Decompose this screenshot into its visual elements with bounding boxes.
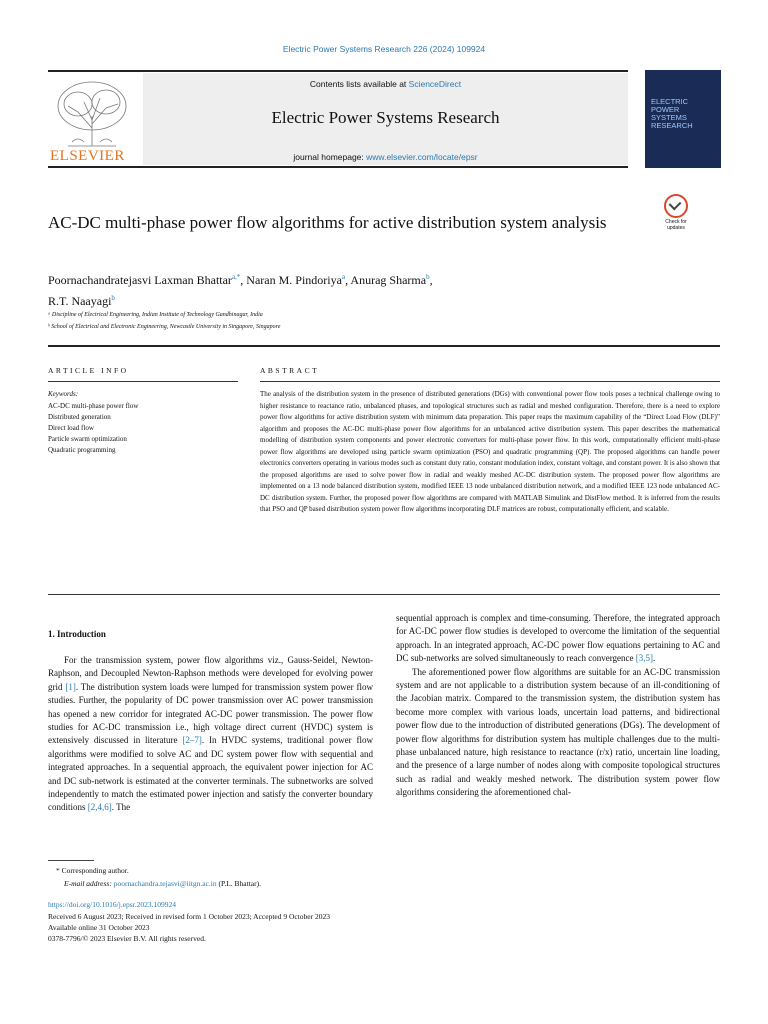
abstract-text: The analysis of the distribution system in the presence of distributed generations (DGs) with conventional power flow tools poses a technical challenge owing to higher resistance to reactance ratio, unbalanced phases, and topological structures such as radial and meshed configuration. Therefore, there is a need to explore power flow algorithms for active distribution system with minimum data preparation. This paper reaps the maximum capability of the “Direct Load Flow (DLF)” algorithm and proposes the AC-DC multi-phase power flow algorithms for an unbalanced active distribution system. This paper describes the mathematical modelling of distribution system components and power electronic converters for multi-phase power flow. In this work, computationally efficient multi-phase power flow algorithms are developed using particle swarm optimization (PSO) and quadratic programming (QP). The proposed algorithms can handle power electronics converters operating in various modes such as constant duty ratio, constant modulation index, constant voltage, and constant power. It is also shown that the proposed algorithms are used to solve power flow in radial and weakly meshed AC-DC distribution system. The proposed power flow algorithms are implemented on a 13 node balanced distribution system, modified IEEE 13 node unbalanced distribution network, and a modified IEEE 123 node unbalanced AC-DC distribution system. Further, the proposed power flow algorithms are compared with MATLAB Simulink and DistFlow method. It is inferred from the results that PSO and QP based distribution system power flow algorithms incorporating DLF matrices are robust, computationally efficient, and scalable. [260, 390, 720, 514]
body-column-left [48, 654, 373, 815]
journal-header [48, 70, 628, 168]
check-updates-icon [664, 194, 688, 218]
article-info-rule [48, 381, 238, 382]
contents-prefix: Contents lists available at [309, 79, 409, 89]
contents-line [143, 79, 628, 89]
publisher-wordmark: ELSEVIER [50, 148, 125, 164]
body-text: sequential approach is complex and time-consuming. Therefore, the integrated approach for AC-DC power flow studies is developed to overcome the limitation of the sequential approach. In an integrated approach, AC-DC power flow equations pertaining to AC and DC sub-networks are solved simultaneously to reach convergence [396, 613, 720, 664]
body-text: . In HVDC systems, traditional power flow algorithms were modified to solve AC and DC system power flow with sequential and integrated approaches. In a sequential approach, the equivalent power injection for AC and DC sub-network is estimated at the converter terminals. The subnetworks are solved independently to match the estimated power injection and satisfy the converter boundary conditions [48, 735, 373, 813]
author-affiliation-marker[interactable]: b [111, 294, 115, 302]
homepage-prefix: journal homepage: [293, 152, 367, 162]
copyright-line: 0378-7796/© 2023 Elsevier B.V. All rights reserved. [48, 934, 206, 943]
body-text: . [653, 653, 656, 664]
email-note [48, 878, 664, 889]
introduction-heading: 1. Introduction [48, 629, 106, 639]
check-updates-label: updates [667, 224, 685, 231]
journal-title: Electric Power Systems Research [271, 108, 500, 127]
keyword: Distributed generation [48, 413, 111, 421]
keyword: Quadratic programming [48, 446, 116, 454]
intro-paragraph: The aforementioned power flow algorithms are suitable for an AC-DC transmission system and are not applicable to a distribution system because of an ill-conditioning of the Jacobian matrix. Compared to the transmission system, the distribution system has become more complex with various loads, uncertain load patterns, and bidirectional power flow due to the introduction of distributed generations (DGs). The development of power flow algorithms for distribution system has multiple challenges due to the multi-phase unbalanced nature, high resistance to reactance (r/x) ratio, uncertain line loading, and the presence of a large number of nodes along with composite topological structures such as radial and weakly meshed network. The distribution system power flow algorithms considering the aforementioned chal- [396, 666, 720, 798]
body-text: . The distribution system loads were lumped for transmission system power flow studies. Further, the popularity of DC power transmission over AC power transmission has opened a new corridor for integrated AC-DC power transmission. The power flow studies for AC-DC transmission i.e., high voltage direct current (HVDC) system is extensively discussed in literature [48, 681, 373, 746]
article-info-heading: ARTICLE INFO [48, 366, 129, 375]
author-name: Poornachandratejasvi Laxman Bhattar [48, 273, 232, 287]
available-online: Available online 31 October 2023 [48, 923, 150, 932]
email-suffix: (P.L. Bhattar). [216, 879, 262, 888]
section-divider [48, 345, 720, 347]
cover-line: SYSTEMS [651, 113, 687, 122]
corresponding-author-note: * Corresponding author. [56, 866, 129, 875]
footnote-rule [48, 860, 94, 861]
citation-link[interactable]: [2,4,6] [87, 802, 112, 813]
keyword: Direct load flow [48, 424, 94, 432]
author-affiliation-marker[interactable]: a,* [231, 273, 241, 281]
sciencedirect-link[interactable]: ScienceDirect [408, 79, 462, 89]
cover-text [651, 98, 715, 130]
citation-link[interactable]: [3,5] [635, 653, 654, 664]
journal-citation[interactable]: Electric Power Systems Research 226 (2024) 109924 [282, 44, 486, 54]
citation-link[interactable]: [2–7] [182, 735, 202, 746]
check-for-updates-badge[interactable] [648, 194, 704, 231]
email-link[interactable]: poornachandra.tejasvi@iitgn.ac.in [113, 879, 217, 888]
author-name: R.T. Naayagi [48, 294, 112, 308]
author-affiliation-marker[interactable]: a [341, 273, 346, 281]
doi-link[interactable]: https://doi.org/10.1016/j.epsr.2023.109924 [48, 900, 176, 909]
author-affiliation-marker[interactable]: b [426, 273, 430, 281]
email-label: E-mail address: [64, 879, 114, 888]
keywords-label: Keywords: [48, 390, 79, 398]
body-text: For the transmission system, power flow algorithms viz., Gauss-Seidel, Newton-Raphson, and Decoupled Newton-Raphson methods were developed for evolving power grid [48, 655, 373, 692]
author-list: Poornachandratejasvi Laxman Bhattar$^{a,*}$, Naran M. Pindoriya$^a$, Anurag Sharma$^b$, R.T. Naayagi$^b$ [48, 273, 433, 308]
abstract-heading: ABSTRACT [260, 366, 320, 375]
received-dates: Received 6 August 2023; Received in revised form 1 October 2023; Accepted 9 October 2023 [48, 912, 331, 921]
intro-paragraph [48, 654, 373, 815]
homepage-link[interactable]: www.elsevier.com/locate/epsr [366, 152, 478, 162]
cover-line: ELECTRIC [651, 97, 689, 106]
keywords-list [48, 401, 238, 456]
paper-title: AC-DC multi-phase power flow algorithms for active distribution system analysis [48, 213, 607, 232]
journal-cover-thumbnail [645, 70, 721, 168]
keyword: AC-DC multi-phase power flow [48, 402, 139, 410]
abstract-bottom-rule [48, 594, 720, 595]
cover-line: POWER [651, 105, 680, 114]
citation-link[interactable]: [1] [65, 681, 76, 692]
body-text: . The [111, 802, 131, 813]
cover-line: RESEARCH [651, 121, 693, 130]
header-top-rule [48, 70, 628, 72]
affiliation-b: ᵇ School of Electrical and Electronic Engineering, Newcastle University in Singapore, Singapore [48, 324, 281, 330]
homepage-line [143, 152, 628, 162]
author-name: Anurag Sharma [350, 273, 427, 287]
check-updates-label: Check for [665, 219, 687, 225]
intro-paragraph [396, 612, 720, 666]
keyword: Particle swarm optimization [48, 435, 127, 443]
affiliation-a: ᵃ Discipline of Electrical Engineering, Indian Institute of Technology Gandhinagar, India [48, 312, 263, 318]
abstract-rule [260, 381, 720, 382]
author-name: Naran M. Pindoriya [246, 273, 342, 287]
body-column-right [396, 612, 720, 800]
